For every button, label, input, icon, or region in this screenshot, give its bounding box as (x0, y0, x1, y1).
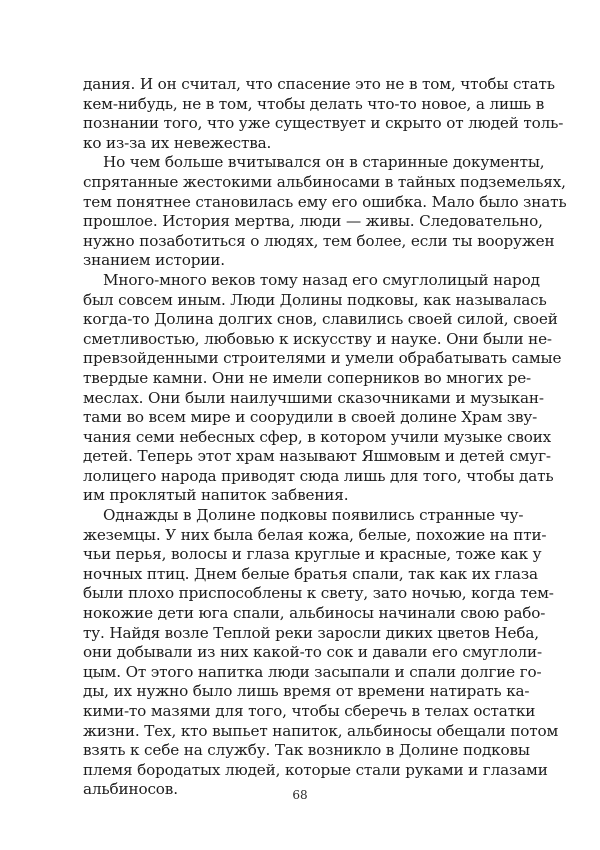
text-line: взять к себе на службу. Так возникло в Долине подковы (83, 741, 530, 760)
body-text (83, 75, 567, 800)
text-line: лолицего народа приводят сюда лишь для того, чтобы дать (83, 466, 554, 485)
text-line: ды, их нужно было лишь время от времени натирать ка- (83, 682, 530, 701)
page-number: 68 (292, 788, 308, 802)
text-line: нужно позаботиться о людях, тем более, если ты вооружен (83, 231, 555, 250)
text-line: жизни. Тех, кто выпьет напиток, альбиносы обещали потом (83, 721, 559, 740)
text-line: детей. Теперь этот храм называют Яшмовым и детей смуг- (83, 447, 551, 466)
text-line: тами во всем мире и соорудили в своей долине Храм зву- (83, 408, 538, 427)
text-line: чьи перья, волосы и глаза круглые и красные, тоже как у (83, 545, 542, 564)
text-line: ночных птиц. Днем белые братья спали, так как их глаза (83, 564, 538, 583)
text-line: спрятанные жестокими альбиносами в тайных подземельях, (83, 172, 566, 191)
text-line: Но чем больше вчитывался он в старинные документы, (103, 153, 545, 172)
text-line: познании того, что уже существует и скрыто от людей толь- (83, 114, 564, 133)
text-line: знанием истории. (83, 251, 225, 270)
text-line: кими-то мазями для того, чтобы сберечь в телах остатки (83, 702, 536, 720)
text-line: цым. От этого напитка люди засыпали и спали долгие го- (83, 662, 542, 681)
text-line: когда-то Долина долгих снов, славились своей силой, своей (83, 310, 558, 329)
text-line: Однажды в Долине подковы появились странные чу- (103, 506, 524, 525)
text-line: им проклятый напиток забвения. (83, 486, 349, 505)
text-line: они добывали из них какой-то сок и давали его смуглоли- (83, 643, 542, 662)
text-line: превзойденными строителями и умели обрабатывать самые (83, 349, 562, 368)
text-line: дания. И он считал, что спасение это не в том, чтобы стать (83, 75, 555, 93)
text-line: были плохо приспособлены к свету, зато ночью, когда тем- (83, 584, 554, 603)
text-line: тем понятнее становилась ему его ошибка. Мало было знать (83, 192, 567, 211)
text-line: ту. Найдя возле Теплой реки заросли диких цветов Неба, (83, 623, 539, 642)
text-line: твердые камни. Они не имели соперников во многих ре- (83, 368, 532, 387)
text-line: альбиносов. (83, 780, 178, 799)
text-line: племя бородатых людей, которые стали руками и глазами (83, 760, 548, 779)
text-line: жеземцы. У них была белая кожа, белые, похожие на пти- (83, 525, 547, 544)
text-line: сметливостью, любовью к искусству и науке. Они были не- (83, 329, 552, 348)
text-line: ко из-за их невежества. (83, 133, 272, 152)
text-line: прошлое. История мертва, люди — живы. Следовательно, (83, 212, 543, 231)
text-line: был совсем иным. Люди Долины подковы, как называлась (83, 290, 547, 309)
text-line: кем-нибудь, не в том, чтобы делать что-то новое, а лишь в (83, 94, 545, 113)
text-line: Много-много веков тому назад его смуглолицый народ (103, 270, 540, 289)
text-line: чания семи небесных сфер, в котором учили музыке своих (83, 427, 552, 446)
text-line: меслах. Они были наилучшими сказочниками и музыкан- (83, 388, 544, 407)
text-line: нокожие дети юга спали, альбиносы начинали свою рабо- (83, 604, 546, 623)
